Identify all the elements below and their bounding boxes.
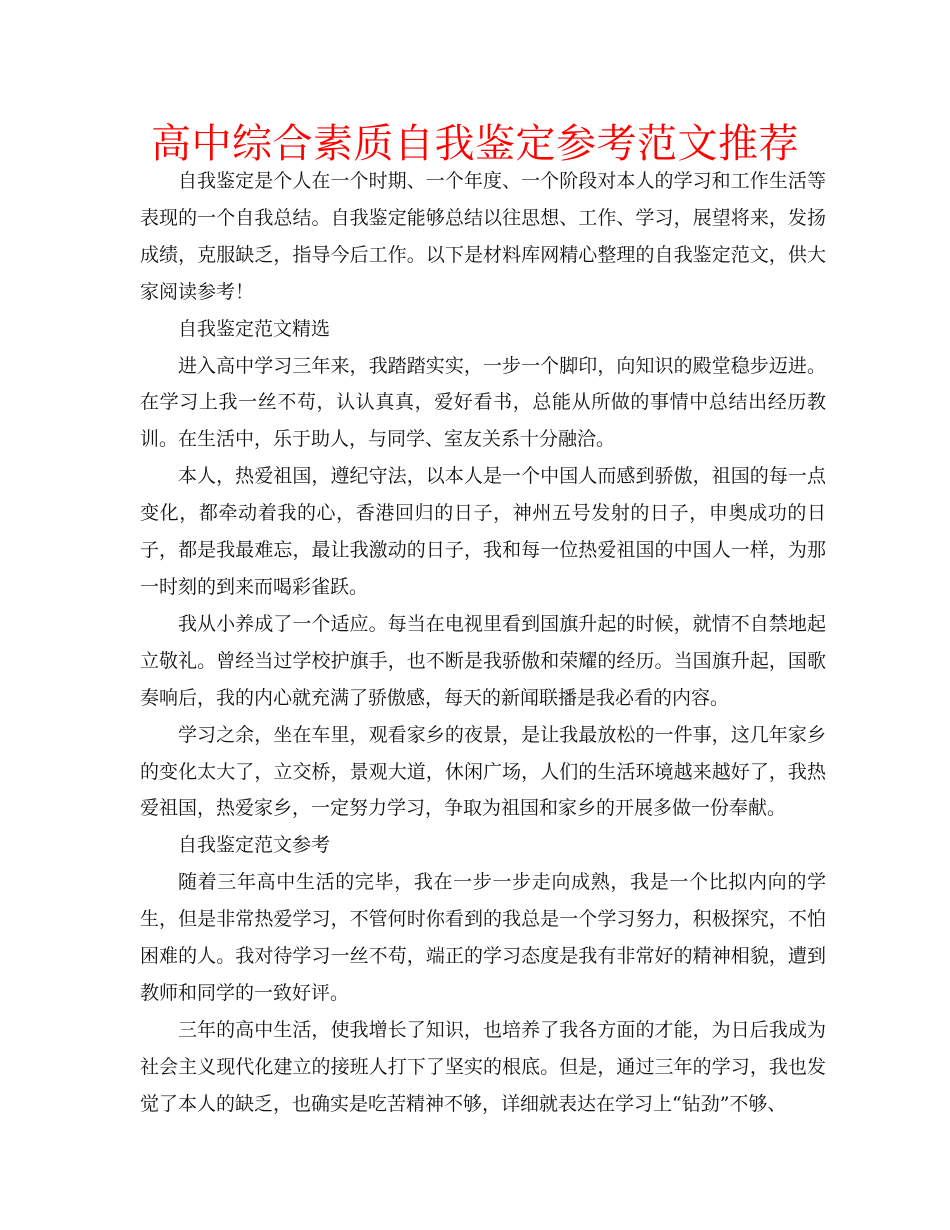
intro-paragraph: 自我鉴定是个人在一个时期、一个年度、一个阶段对本人的学习和工作生活等表现的一个自我总结。自我鉴定能够总结以往思想、工作、学习，展望将来，发扬成绩，克服缺乏，指导今后工作。以下是材料库网精心整理的自我鉴定范文，供大家阅读参考！ [140, 170, 826, 303]
document-title: 高中综合素质自我鉴定参考范文推荐 [151, 121, 799, 167]
body-paragraph: 随着三年高中生活的完毕，我在一步一步走向成熟，我是一个比拟内向的学生，但是非常热爱学习，不管何时你看到的我总是一个学习努力，积极探究，不怕困难的人。我对待学习一丝不苟，端正的学习态度是我有非常好的精神相貌，遭到教师和同学的一致好评。 [140, 871, 826, 1004]
body-paragraph: 学习之余，坐在车里，观看家乡的夜景，是让我最放松的一件事，这几年家乡的变化太大了，立交桥，景观大道，休闲广场，人们的生活环境越来越好了，我热爱祖国，热爱家乡，一定努力学习，争取为祖国和家乡的开展多做一份奉献。 [140, 723, 826, 820]
section-heading-selected: 自我鉴定范文精选 [178, 317, 331, 340]
body-paragraph: 三年的高中生活，使我增长了知识，也培养了我各方面的才能，为日后我成为社会主义现代化建立的接班人打下了坚实的根底。但是，通过三年的学习，我也发觉了本人的缺乏，也确实是吃苦精神不够，详细就表达在学习上“钻劲”不够、 [140, 1018, 826, 1115]
body-paragraph: 本人，热爱祖国，遵纪守法，以本人是一个中国人而感到骄傲，祖国的每一点变化，都牵动着我的心，香港回归的日子，神州五号发射的日子，申奥成功的日子，都是我最难忘，最让我激动的日子，我和每一位热爱祖国的中国人一样，为那一时刻的到来而喝彩雀跃。 [140, 465, 826, 598]
body-paragraph: 我从小养成了一个适应。每当在电视里看到国旗升起的时候，就情不自禁地起立敬礼。曾经当过学校护旗手，也不断是我骄傲和荣耀的经历。当国旗升起，国歌奏响后，我的内心就充满了骄傲感，每天的新闻联播是我必看的内容。 [140, 612, 826, 709]
section-heading-reference: 自我鉴定范文参考 [178, 834, 331, 857]
document-body [140, 163, 826, 1123]
body-paragraph: 进入高中学习三年来，我踏踏实实，一步一个脚印，向知识的殿堂稳步迈进。在学习上我一丝不苟，认认真真，爱好看书，总能从所做的事情中总结出经历教训。在生活中，乐于助人，与同学、室友关系十分融洽。 [140, 354, 826, 451]
